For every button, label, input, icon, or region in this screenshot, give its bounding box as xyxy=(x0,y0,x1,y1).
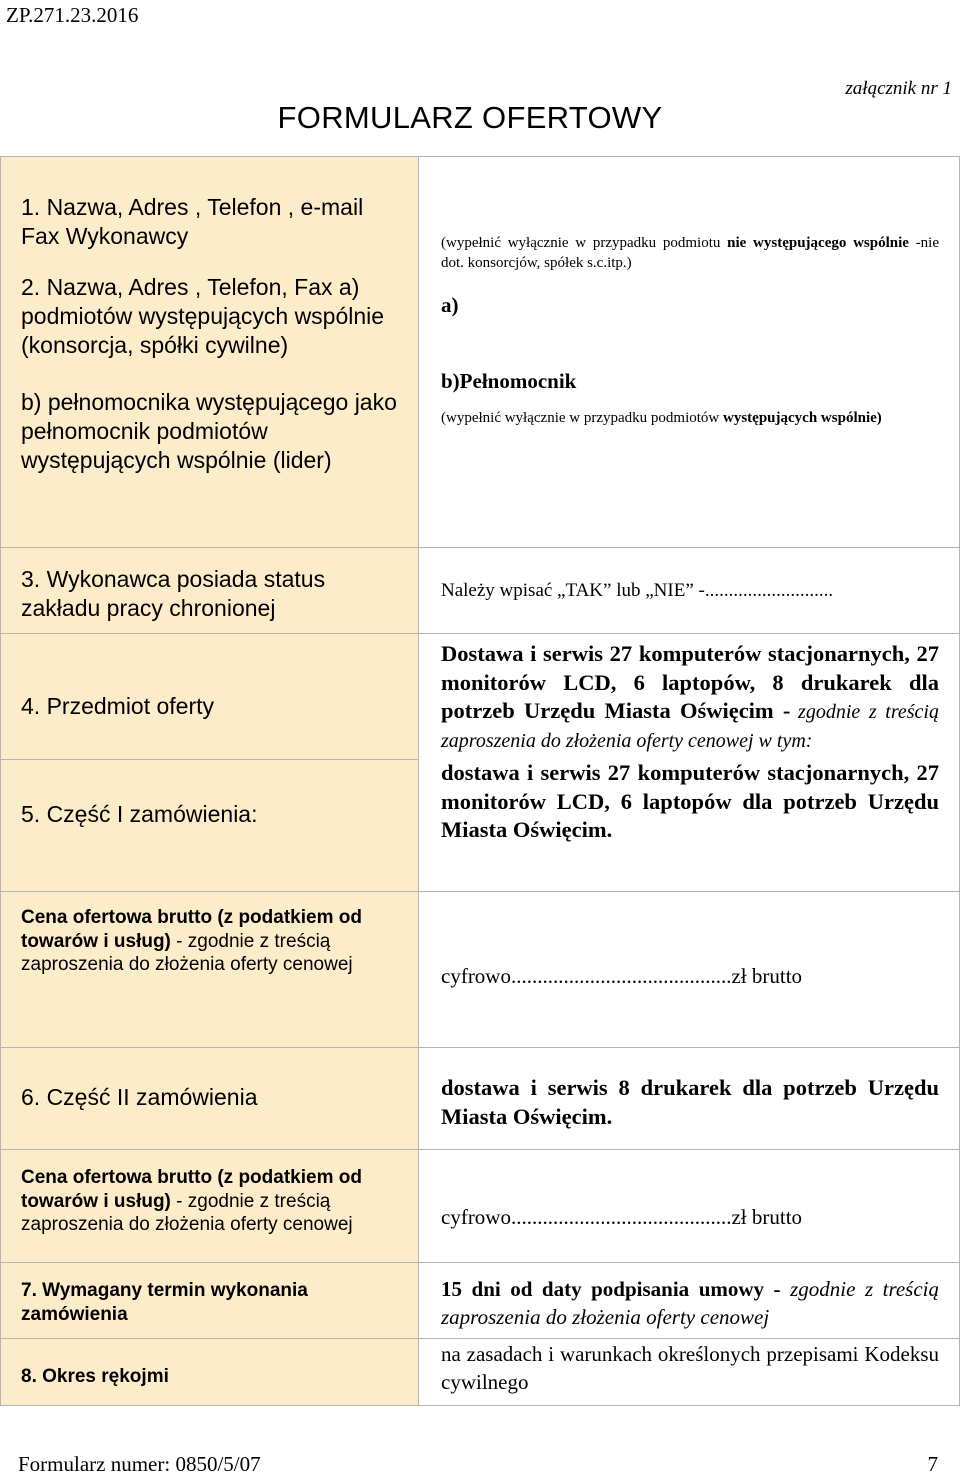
section-7-value-cell xyxy=(419,1263,960,1339)
section-1-label-line2: Fax Wykonawcy xyxy=(21,223,189,249)
section-5-value: dostawa i serwis 27 komputerów stacjonarnych, 27 monitorów LCD, 6 laptopów dla potrzeb Urzędu Miasta Oświęcim. xyxy=(441,760,939,842)
section-1-label xyxy=(21,157,410,251)
note-b-text: (wypełnić wyłącznie w przypadku podmiotów xyxy=(441,410,720,426)
section-1-label-line1: 1. Nazwa, Adres , Telefon , e-mail xyxy=(21,194,364,220)
note-a xyxy=(441,233,939,273)
section-6-price-label xyxy=(21,1166,410,1237)
section-5-label: 5. Część I zamówienia: xyxy=(21,801,258,827)
section-3-label: 3. Wykonawca posiada status zakładu pracy chronionej xyxy=(21,566,326,621)
form-number: Formularz numer: 0850/5/07 xyxy=(18,1452,261,1476)
section-7-value-italic: zgodnie z treścią zaproszenia do złożenia oferty cenowej xyxy=(441,1277,940,1329)
section-7-label: 7. Wymagany termin wykonania zamówienia xyxy=(21,1280,308,1325)
section-8-label: 8. Okres rękojmi xyxy=(21,1366,169,1387)
attachment-label: załącznik nr 1 xyxy=(845,78,952,99)
section-8-cell xyxy=(1,1339,419,1406)
section-6-price-label-rest: - zgodnie z treścią zaproszenia do złożenia oferty cenowej xyxy=(21,1190,353,1235)
wykonawca-field[interactable] xyxy=(419,157,960,548)
section-6-price-cell xyxy=(1,1150,419,1263)
offer-form-table xyxy=(0,156,960,1406)
note-a-bold: nie występującego wspólnie xyxy=(727,235,909,251)
section-6-price-label-bold: Cena ofertowa brutto (z podatkiem od towarów i usług) xyxy=(21,1167,362,1212)
section-3-value-cell[interactable] xyxy=(419,548,960,634)
section-2-label: 2. Nazwa, Adres , Telefon, Fax a) podmiotów występujących wspólnie (konsorcja, spółki cywilne) xyxy=(21,274,385,358)
section-7-value xyxy=(441,1275,939,1331)
page-number: 7 xyxy=(927,1452,938,1476)
section-3-value: Należy wpisać „TAK” lub „NIE” -........................... xyxy=(441,580,834,601)
section-8-value-cell xyxy=(419,1339,960,1406)
subject-a-marker: a) xyxy=(441,293,459,317)
note-a-text: (wypełnić wyłącznie w przypadku podmiotu xyxy=(441,235,721,251)
section-5-price-field[interactable] xyxy=(419,892,960,1048)
section-1-2-labels xyxy=(1,157,419,548)
note-a-rest: -nie dot. konsorcjów, spółek s.c.itp.) xyxy=(441,235,940,271)
section-6-value: dostawa i serwis 8 drukarek dla potrzeb Urzędu Miasta Oświęcim. xyxy=(441,1075,939,1129)
section-4-value-main: Dostawa i serwis 27 komputerów stacjonarnych, 27 monitorów LCD, 6 laptopów, 8 drukarek dla potrzeb Urzędu Miasta Oświęcim - xyxy=(441,641,939,723)
document-id: ZP.271.23.2016 xyxy=(6,3,139,27)
section-6-value-cell xyxy=(419,1048,960,1150)
section-6-cell xyxy=(1,1048,419,1150)
section-5-price-label xyxy=(21,906,410,977)
section-7-value-bold: 15 dni od daty podpisania umowy - xyxy=(441,1277,781,1301)
section-4-5-cell xyxy=(1,634,419,892)
section-2b-label: b) pełnomocnika występującego jako pełnomocnik podmiotów występujących wspólnie (lider) xyxy=(21,389,397,473)
section-5-price-cell xyxy=(1,892,419,1048)
pelnomocnik-label: b)Pełnomocnik xyxy=(441,369,577,393)
section-5-price-label-bold: Cena ofertowa brutto (z podatkiem od towarów i usług) xyxy=(21,907,362,952)
section-4-5-value-cell xyxy=(419,634,960,892)
section-7-cell xyxy=(1,1263,419,1339)
section-4-value-italic: zgodnie z treścią zaproszenia do złożenia oferty cenowej w tym: xyxy=(441,701,939,752)
section-6-label: 6. Część II zamówienia xyxy=(21,1084,258,1110)
section-5-price-value: cyfrowo..........................................zł brutto xyxy=(441,964,803,988)
section-6-price-value: cyfrowo..........................................zł brutto xyxy=(441,1205,803,1229)
section-8-value: na zasadach i warunkach określonych przepisami Kodeksu cywilnego xyxy=(441,1342,939,1394)
section-6-price-field[interactable] xyxy=(419,1150,960,1263)
section-4-label: 4. Przedmiot oferty xyxy=(21,693,215,719)
section-4-value xyxy=(441,640,939,755)
note-b xyxy=(441,408,939,428)
note-b-bold: występujących wspólnie) xyxy=(723,410,882,426)
page-title: FORMULARZ OFERTOWY xyxy=(277,100,663,135)
section-3-cell xyxy=(1,548,419,634)
section-5-price-label-rest: - zgodnie z treścią zaproszenia do złożenia oferty cenowej xyxy=(21,930,353,975)
